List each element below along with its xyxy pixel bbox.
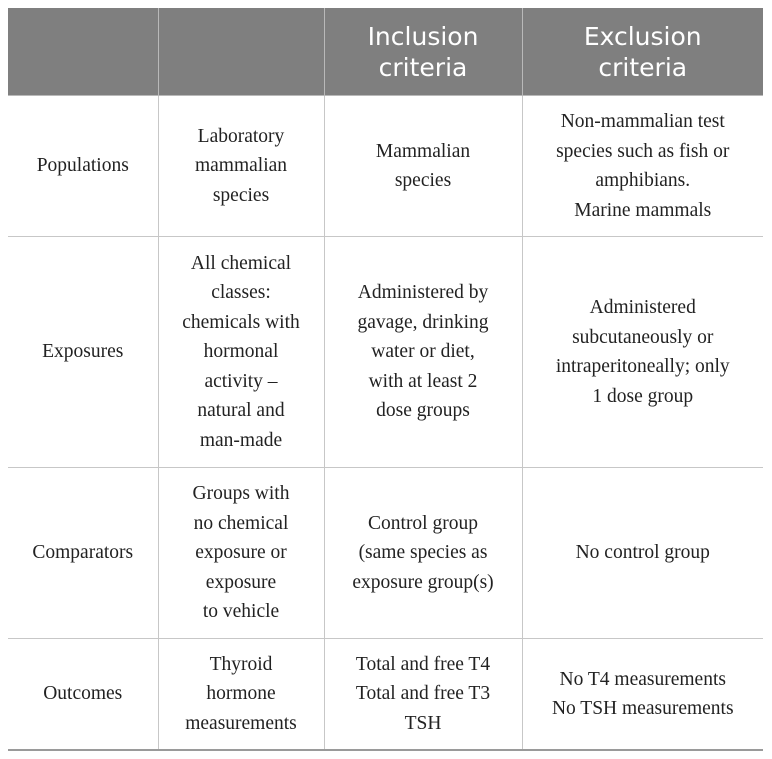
header-line: Exclusion [583,21,702,51]
cell-line: species [212,184,270,206]
table-row-populations [8,96,763,237]
header-cell-empty-2 [158,8,324,96]
cell-populations-description [158,96,324,237]
cell-line: exposure group(s) [352,571,494,593]
cell-line: species such as fish or [556,140,730,162]
cell-line: natural and [197,400,285,422]
cell-line: Administered [589,297,696,318]
inclusion-exclusion-criteria-table [8,8,763,751]
header-row [8,8,763,96]
cell-exposures-exclusion [522,237,763,468]
cell-comparators-inclusion [324,468,522,639]
cell-line: 1 dose group [592,385,694,407]
cell-line: Thyroid [209,653,273,675]
cell-line: Control group [368,512,478,534]
cell-populations-exclusion [522,96,763,237]
cell-line: mammalian [194,155,288,177]
cell-exposures-description [158,237,324,468]
row-label-exposures: Exposures [8,237,158,468]
row-label-outcomes: Outcomes [8,639,158,751]
header-line: criteria [378,52,468,82]
cell-line: dose groups [376,400,470,422]
cell-outcomes-description [158,639,324,751]
table-row-exposures [8,237,763,468]
cell-line: Non-mammalian test [560,111,725,132]
header-line: Inclusion [367,21,479,51]
cell-comparators-exclusion [522,468,763,639]
header-inclusion-criteria [324,8,522,96]
cell-line: measurements [185,712,297,734]
cell-populations-inclusion [324,96,522,237]
cell-line: water or diet, [371,341,475,363]
cell-line: No T4 measurements [559,668,726,690]
cell-line: exposure [205,571,277,593]
cell-line: gavage, drinking [357,311,489,333]
cell-line: Mammalian [375,140,471,162]
cell-line: man-made [199,429,283,451]
cell-line: Groups with [192,483,290,505]
cell-line: Marine mammals [574,199,712,221]
header-exclusion-criteria [522,8,763,96]
cell-line: no chemical [193,512,289,534]
cell-line: intraperitoneally; only [555,356,730,377]
cell-line: hormonal [203,341,279,363]
cell-line: activity – [204,370,278,392]
cell-line: subcutaneously or [572,326,714,348]
cell-exposures-inclusion [324,237,522,468]
header-cell-empty-1 [8,8,158,96]
cell-line: All chemical [190,252,292,274]
table-row-comparators [8,468,763,639]
cell-line: Total and free T4 [355,653,491,675]
cell-line: to vehicle [202,601,280,623]
cell-line: amphibians. [595,170,691,191]
cell-line: chemicals with [182,311,300,333]
cell-line: No control group [575,542,710,564]
cell-line: species [394,170,452,191]
cell-line: TSH [404,712,442,734]
cell-outcomes-inclusion [324,639,522,751]
cell-line: No TSH measurements [551,698,734,719]
cell-line: hormone [206,683,276,705]
cell-line: Laboratory [197,125,285,147]
header-line: criteria [598,52,688,82]
cell-outcomes-exclusion [522,639,763,751]
cell-line: with at least 2 [368,370,478,392]
cell-line: Total and free T3 [355,683,491,705]
cell-comparators-description [158,468,324,639]
row-label-comparators: Comparators [8,468,158,639]
cell-line: Administered by [357,282,489,304]
table-row-outcomes [8,639,763,751]
cell-line: (same species as [358,542,488,564]
cell-line: exposure or [195,542,287,564]
cell-line: classes: [211,282,271,304]
criteria-table-container [8,8,763,751]
row-label-populations: Populations [8,96,158,237]
